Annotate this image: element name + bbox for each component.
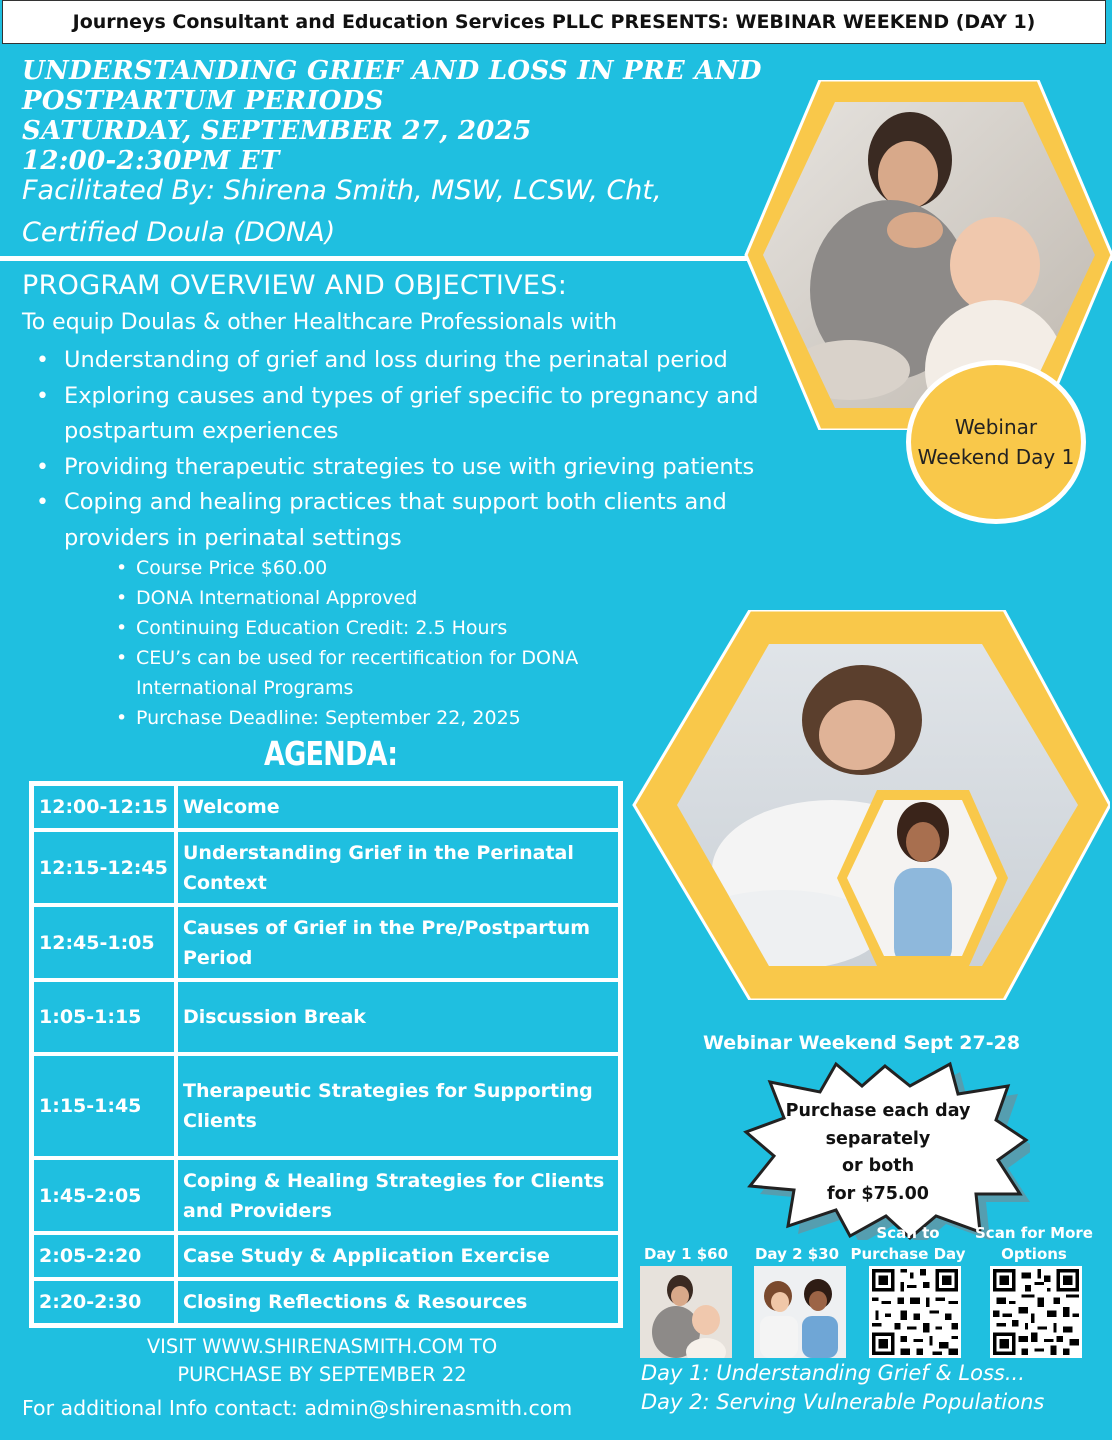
visit-line-2: PURCHASE BY SEPTEMBER 22	[177, 1363, 467, 1386]
course-details-list	[106, 553, 646, 733]
agenda-table	[29, 781, 623, 1328]
agenda-time: 1:05-1:15	[32, 980, 176, 1054]
scan1-line-2: Purchase Day	[850, 1245, 966, 1263]
agenda-item: Therapeutic Strategies for Supporting Clients	[176, 1054, 620, 1158]
weekend-dates-label: Webinar Weekend Sept 27-28	[703, 1032, 1021, 1054]
day2-thumbnail[interactable]	[754, 1266, 846, 1358]
objective-item: • Understanding of grief and loss during the perinatal period	[20, 343, 820, 379]
agenda-row	[32, 830, 620, 905]
qr-code-day1[interactable]	[869, 1266, 961, 1358]
scan1-line-1: Scan to	[876, 1224, 940, 1242]
facilitator-line-2: Certified Doula (DONA)	[22, 217, 336, 248]
scan-more-label	[974, 1223, 1094, 1265]
overview-heading: PROGRAM OVERVIEW AND OBJECTIVES:	[22, 270, 568, 301]
detail-item: • DONA International Approved	[106, 583, 646, 613]
day1-description: Day 1: Understanding Grief & Loss...	[641, 1361, 1025, 1385]
agenda-row	[32, 784, 620, 830]
header-banner: Journeys Consultant and Education Services PLLC PRESENTS: WEBINAR WEEKEND (DAY 1)	[2, 0, 1106, 44]
burst-line-4: for $75.00	[827, 1183, 929, 1204]
objective-item: • Coping and healing practices that support both clients and providers in perinatal settings	[20, 485, 824, 556]
agenda-time: 2:20-2:30	[32, 1279, 176, 1325]
detail-item: • Course Price $60.00	[106, 553, 646, 583]
burst-line-1: Purchase each day	[785, 1101, 971, 1121]
agenda-item: Discussion Break	[176, 980, 620, 1054]
agenda-item: Welcome	[176, 784, 620, 830]
agenda-row	[32, 1054, 620, 1158]
detail-item: • Continuing Education Credit: 2.5 Hours	[106, 613, 646, 643]
visit-website-text	[100, 1333, 544, 1389]
agenda-title: AGENDA:	[264, 734, 398, 773]
day2-price-label: Day 2 $30	[754, 1245, 840, 1263]
day2-description: Day 2: Serving Vulnerable Populations	[641, 1390, 1045, 1414]
burst-line-3: or both	[841, 1156, 915, 1176]
divider-line	[0, 256, 760, 261]
agenda-row	[32, 905, 620, 980]
event-time: 12:00-2:30PM ET	[22, 146, 280, 176]
agenda-item: Coping & Healing Strategies for Clients and Providers	[176, 1158, 620, 1233]
agenda-row	[32, 1233, 620, 1279]
starburst-text	[760, 1098, 996, 1208]
agenda-row	[32, 980, 620, 1054]
overview-intro: To equip Doulas & other Healthcare Professionals with	[22, 310, 618, 335]
facilitator-line-1: Facilitated By: Shirena Smith, MSW, LCSW, Cht,	[22, 175, 662, 206]
detail-item: • CEU’s can be used for recertification for DONA International Programs	[106, 643, 636, 703]
bottom-hexagon	[632, 610, 1110, 1000]
event-date: SATURDAY, SEPTEMBER 27, 2025	[22, 116, 532, 146]
scan2-line-2: Options	[1001, 1245, 1067, 1263]
scan2-line-1: Scan for More	[975, 1224, 1093, 1242]
agenda-row	[32, 1279, 620, 1325]
contact-info: For additional Info contact: admin@shirenasmith.com	[22, 1396, 573, 1420]
visit-line-1: VISIT WWW.SHIRENASMITH.COM TO	[146, 1335, 498, 1358]
qr-code-more-options[interactable]	[990, 1266, 1082, 1358]
agenda-time: 1:15-1:45	[32, 1054, 176, 1158]
agenda-row	[32, 1158, 620, 1233]
objective-item: • Providing therapeutic strategies to use with grieving patients	[20, 450, 820, 486]
day1-price-label: Day 1 $60	[643, 1245, 729, 1263]
day1-thumbnail[interactable]	[640, 1266, 732, 1358]
agenda-time: 12:45-1:05	[32, 905, 176, 980]
agenda-time: 1:45-2:05	[32, 1158, 176, 1233]
agenda-time: 2:05-2:20	[32, 1233, 176, 1279]
agenda-item: Causes of Grief in the Pre/Postpartum Period	[176, 905, 620, 980]
objective-item: • Exploring causes and types of grief specific to pregnancy and postpartum experiences	[20, 379, 824, 450]
agenda-item: Closing Reflections & Resources	[176, 1279, 620, 1325]
detail-item: • Purchase Deadline: September 22, 2025	[106, 703, 646, 733]
agenda-item: Understanding Grief in the Perinatal Context	[176, 830, 620, 905]
badge-line-2: Weekend Day 1	[917, 445, 1075, 469]
title-line-2: POSTPARTUM PERIODS	[22, 86, 384, 116]
objectives-list	[20, 343, 820, 556]
badge-line-1: Webinar	[954, 415, 1038, 439]
title-line-1: UNDERSTANDING GRIEF AND LOSS IN PRE AND	[22, 56, 762, 86]
agenda-item: Case Study & Application Exercise	[176, 1233, 620, 1279]
webinar-day-badge	[906, 360, 1086, 524]
agenda-time: 12:00-12:15	[32, 784, 176, 830]
burst-line-2: separately	[825, 1128, 931, 1149]
agenda-time: 12:15-12:45	[32, 830, 176, 905]
